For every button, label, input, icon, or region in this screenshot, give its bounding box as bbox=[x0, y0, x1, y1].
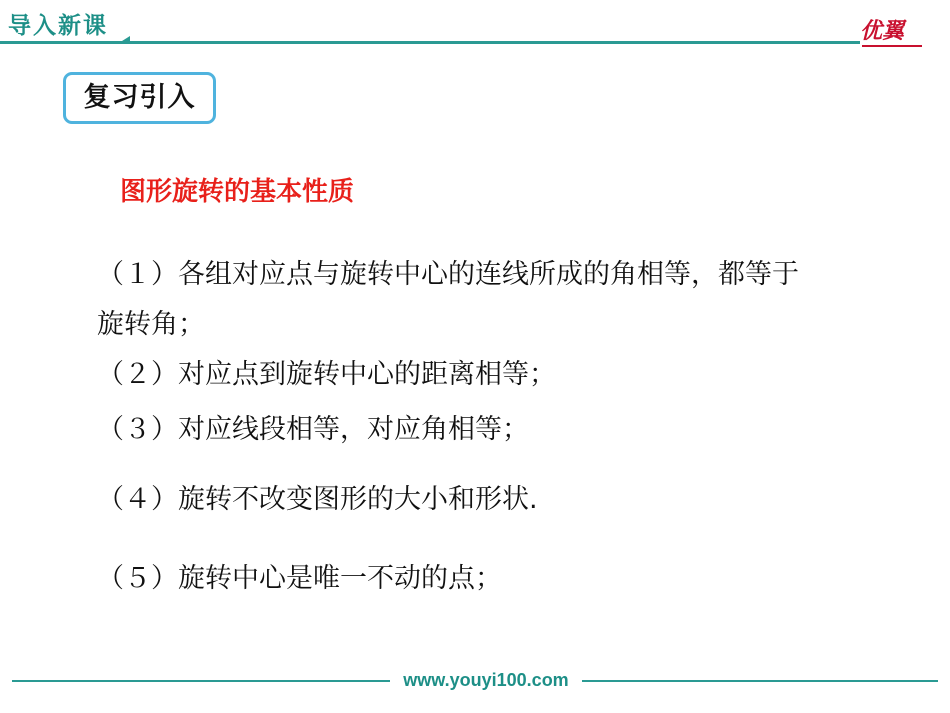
property-1-line-2: 旋转角； bbox=[97, 309, 205, 340]
header-divider-notch bbox=[122, 36, 130, 41]
section-label-box: 复习引入 bbox=[63, 72, 216, 124]
footer-divider-right bbox=[582, 680, 938, 682]
property-1-line-1: （１）各组对应点与旋转中心的连线所成的角相等，都等于 bbox=[97, 259, 799, 290]
header-title: 导入新课 bbox=[8, 13, 108, 39]
footer-url: www.youyi100.com bbox=[403, 670, 569, 690]
footer-divider-left bbox=[12, 680, 390, 682]
topic-title: 图形旋转的基本性质 bbox=[120, 177, 355, 207]
property-5: （５）旋转中心是唯一不动的点； bbox=[97, 563, 502, 594]
property-3: （３）对应线段相等，对应角相等； bbox=[97, 414, 529, 445]
brand-logo: 优翼 bbox=[860, 19, 905, 44]
header-divider bbox=[0, 41, 860, 44]
property-4: （４）旋转不改变图形的大小和形状. bbox=[97, 484, 538, 515]
brand-logo-underline bbox=[862, 45, 922, 47]
property-2: （２）对应点到旋转中心的距离相等； bbox=[97, 359, 556, 390]
